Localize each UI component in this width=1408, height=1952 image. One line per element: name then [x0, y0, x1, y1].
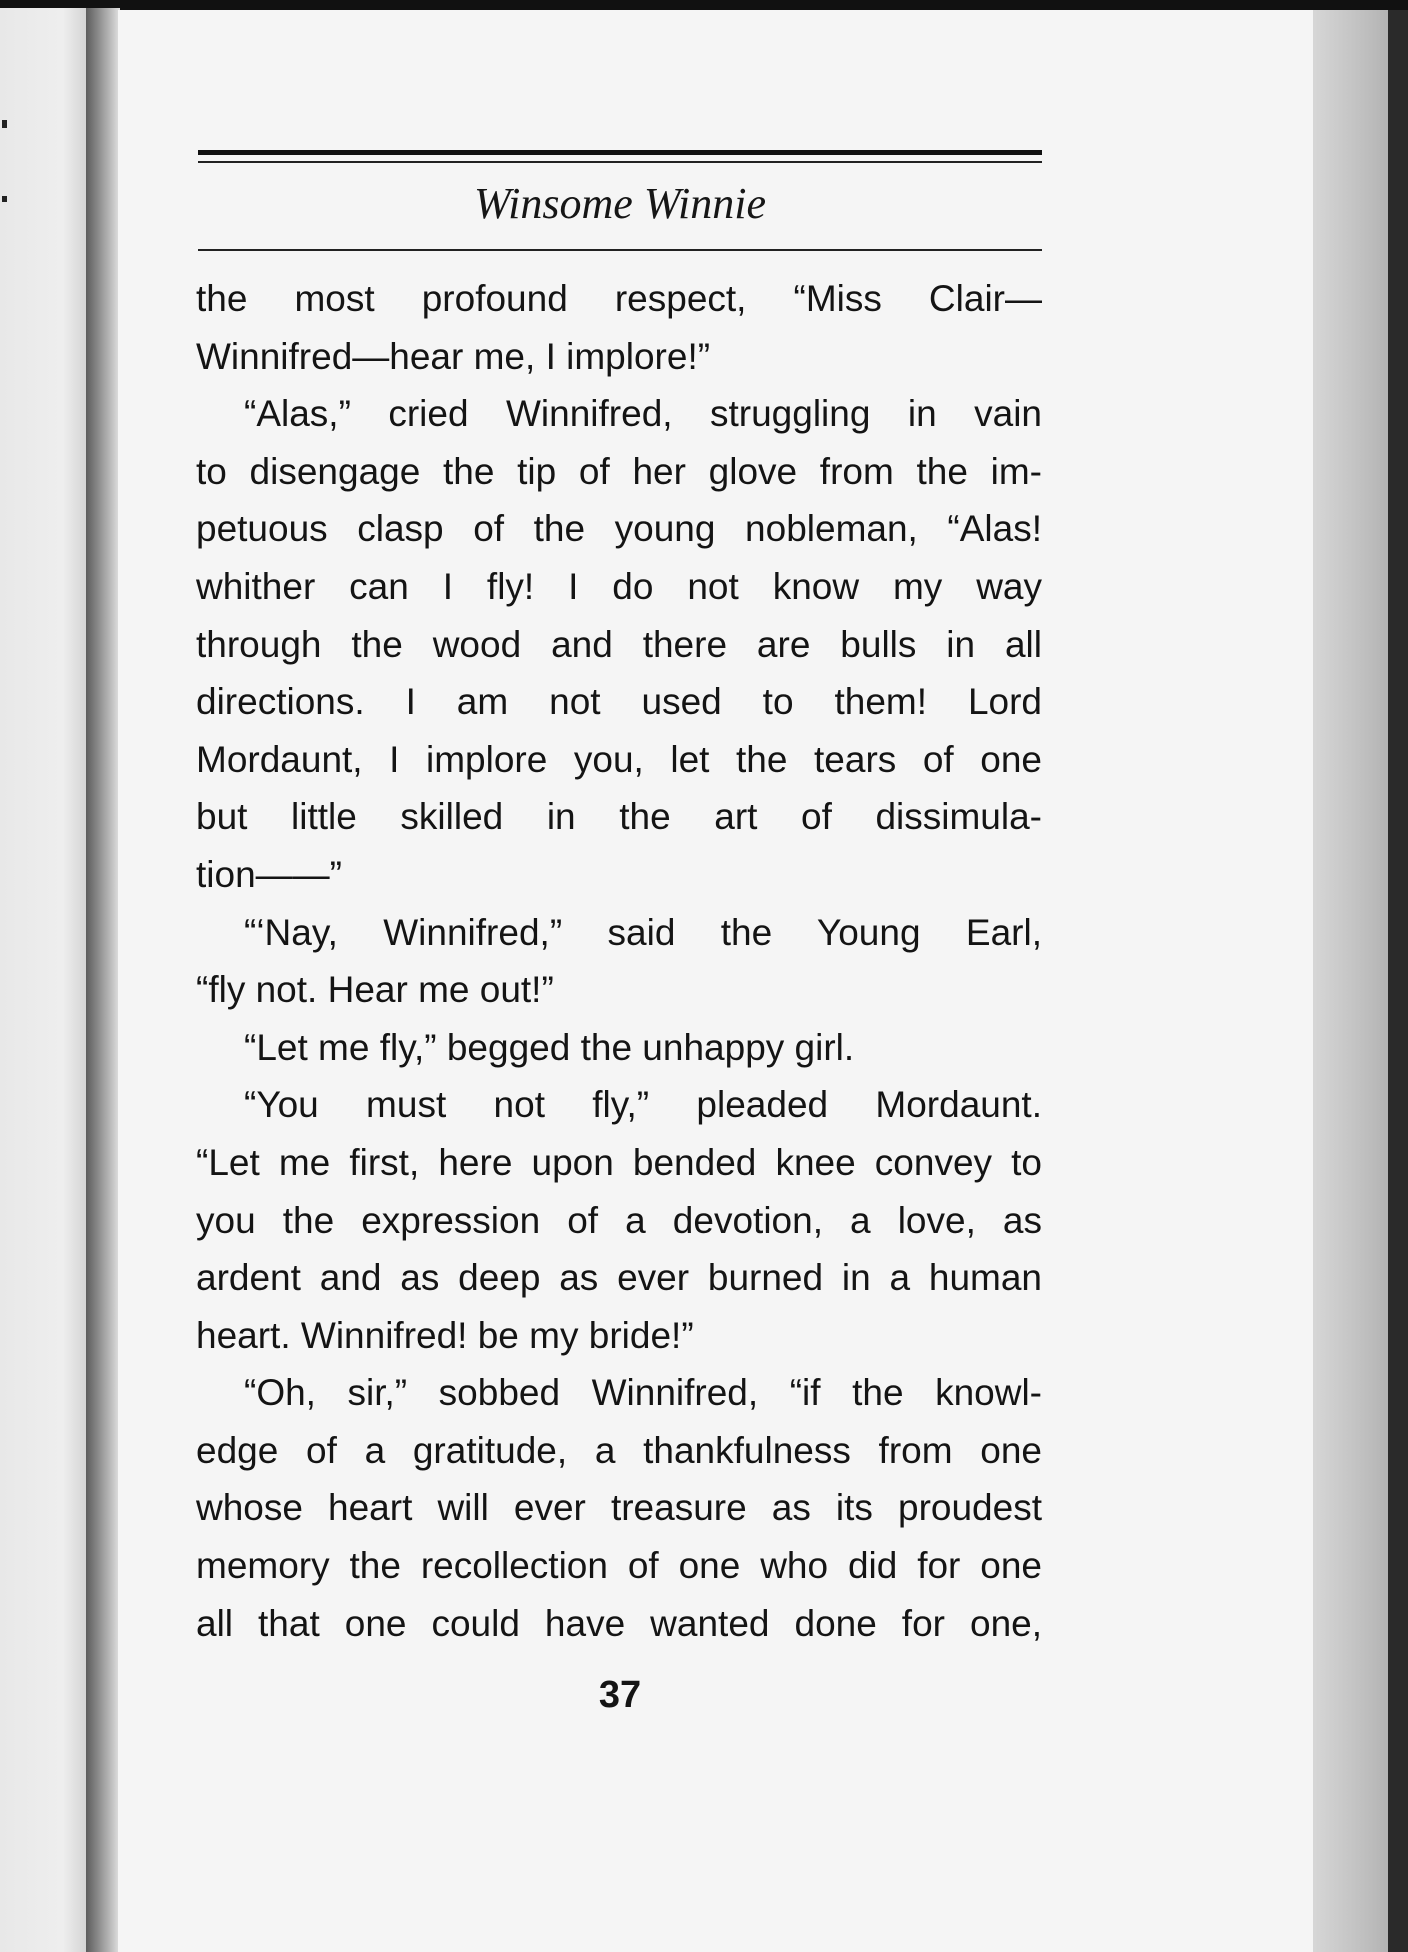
text-line: edge of a gratitude, a thankfulness from one: [196, 1429, 1042, 1471]
text-line: “Let me fly,” begged the unhappy girl.: [244, 1026, 855, 1068]
scan-top-edge: [0, 0, 1408, 10]
text-line: “‘Nay, Winnifred,” said the Young Earl,: [244, 911, 1042, 953]
text-line: “Let me first, here upon bended knee convey to: [196, 1141, 1042, 1183]
text-line: “fly not. Hear me out!”: [196, 969, 554, 1011]
previous-page-edge: [0, 8, 90, 1952]
text-line: to disengage the tip of her glove from the im-: [196, 450, 1042, 492]
text-line: but little skilled in the art of dissimula-: [196, 796, 1042, 838]
text-line: Mordaunt, I implore you, let the tears of one: [196, 738, 1042, 780]
text-line: heart. Winnifred! be my bride!”: [196, 1314, 694, 1356]
header-rule-top: [198, 150, 1042, 155]
header-rule-second: [198, 161, 1042, 163]
text-line: through the wood and there are bulls in all: [196, 623, 1042, 665]
text-line: whither can I fly! I do not know my way: [196, 565, 1042, 607]
text-line: “Oh, sir,” sobbed Winnifred, “if the knowl-: [244, 1372, 1042, 1414]
text-line: you the expression of a devotion, a love, as: [196, 1199, 1042, 1241]
page-number: 37: [598, 1674, 642, 1716]
ink-mark: [2, 196, 7, 202]
text-line: all that one could have wanted done for one,: [196, 1602, 1042, 1644]
book-cover-edge: [1310, 10, 1408, 1952]
text-line: whose heart will ever treasure as its proudest: [196, 1487, 1042, 1529]
text-line: petuous clasp of the young nobleman, “Alas!: [196, 508, 1042, 550]
text-line: “Alas,” cried Winnifred, struggling in vain: [244, 393, 1042, 435]
text-line: Winnifred—hear me, I implore!”: [196, 335, 711, 377]
text-line: memory the recollection of one who did for one: [196, 1545, 1042, 1587]
running-head: Winsome Winnie: [473, 179, 767, 228]
text-line: tion——”: [196, 853, 342, 895]
ink-mark: [2, 120, 7, 128]
text-line: the most profound respect, “Miss Clair—: [196, 278, 1042, 319]
body-text: [196, 270, 1042, 1652]
text-line: ardent and as deep as ever burned in a human: [196, 1257, 1042, 1299]
book-gutter: [86, 8, 120, 1952]
text-line: directions. I am not used to them! Lord: [196, 681, 1042, 723]
header-rule-bottom: [198, 249, 1042, 251]
text-line: “You must not fly,” pleaded Mordaunt.: [244, 1084, 1042, 1126]
